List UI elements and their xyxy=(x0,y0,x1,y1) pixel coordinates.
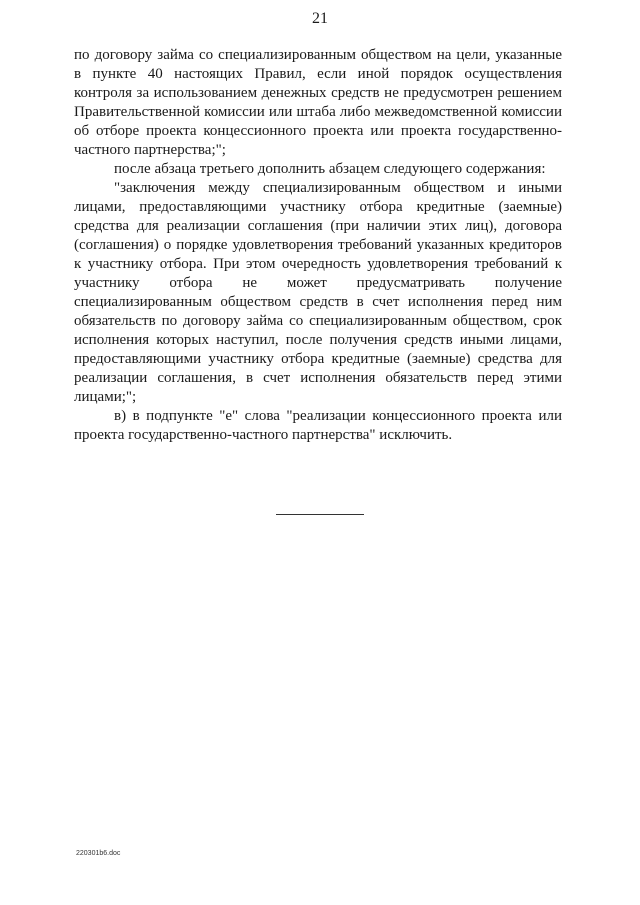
footer-file-code: 220301b6.doc xyxy=(76,850,121,857)
paragraph-continuation: по договору займа со специализированным обществом на цели, указанные в пункте 40 настоящих Правил, если иной порядок осуществления контроля за использованием денежных средств не предусмотрен решением Правительственной комиссии или штаба либо межведомственной комиссии об отборе проекта концессионного проекта или проекта государственно-частного партнерства;"; xyxy=(74,47,562,158)
paragraph-amendment-intro: после абзаца третьего дополнить абзацем следующего содержания: xyxy=(114,161,546,177)
document-body xyxy=(74,46,562,445)
paragraph-subitem-v: в) в подпункте "е" слова "реализации концессионного проекта или проекта государственно-частного партнерства" исключить. xyxy=(74,408,562,443)
end-divider-line xyxy=(276,514,364,515)
paragraph-quoted-text: "заключения между специализированным обществом и иными лицами, предоставляющими участнику отбора кредитные (заемные) средства для реализации соглашения (при наличии этих лиц), договора (соглашения) о порядке удовлетворения требований указанных кредиторов к участнику отбора. При этом очередность удовлетворения требований к участнику отбора не может предусматривать получение специализированным обществом средств в счет исполнения перед ним обязательств по договору займа со специализированным обществом, срок исполнения которых наступил, после получения средств иными лицами, предоставляющими участнику отбора кредитные (заемные) средства для реализации соглашения, в счет исполнения обязательств перед этими лицами;"; xyxy=(74,180,562,405)
page-number: 21 xyxy=(312,10,328,27)
